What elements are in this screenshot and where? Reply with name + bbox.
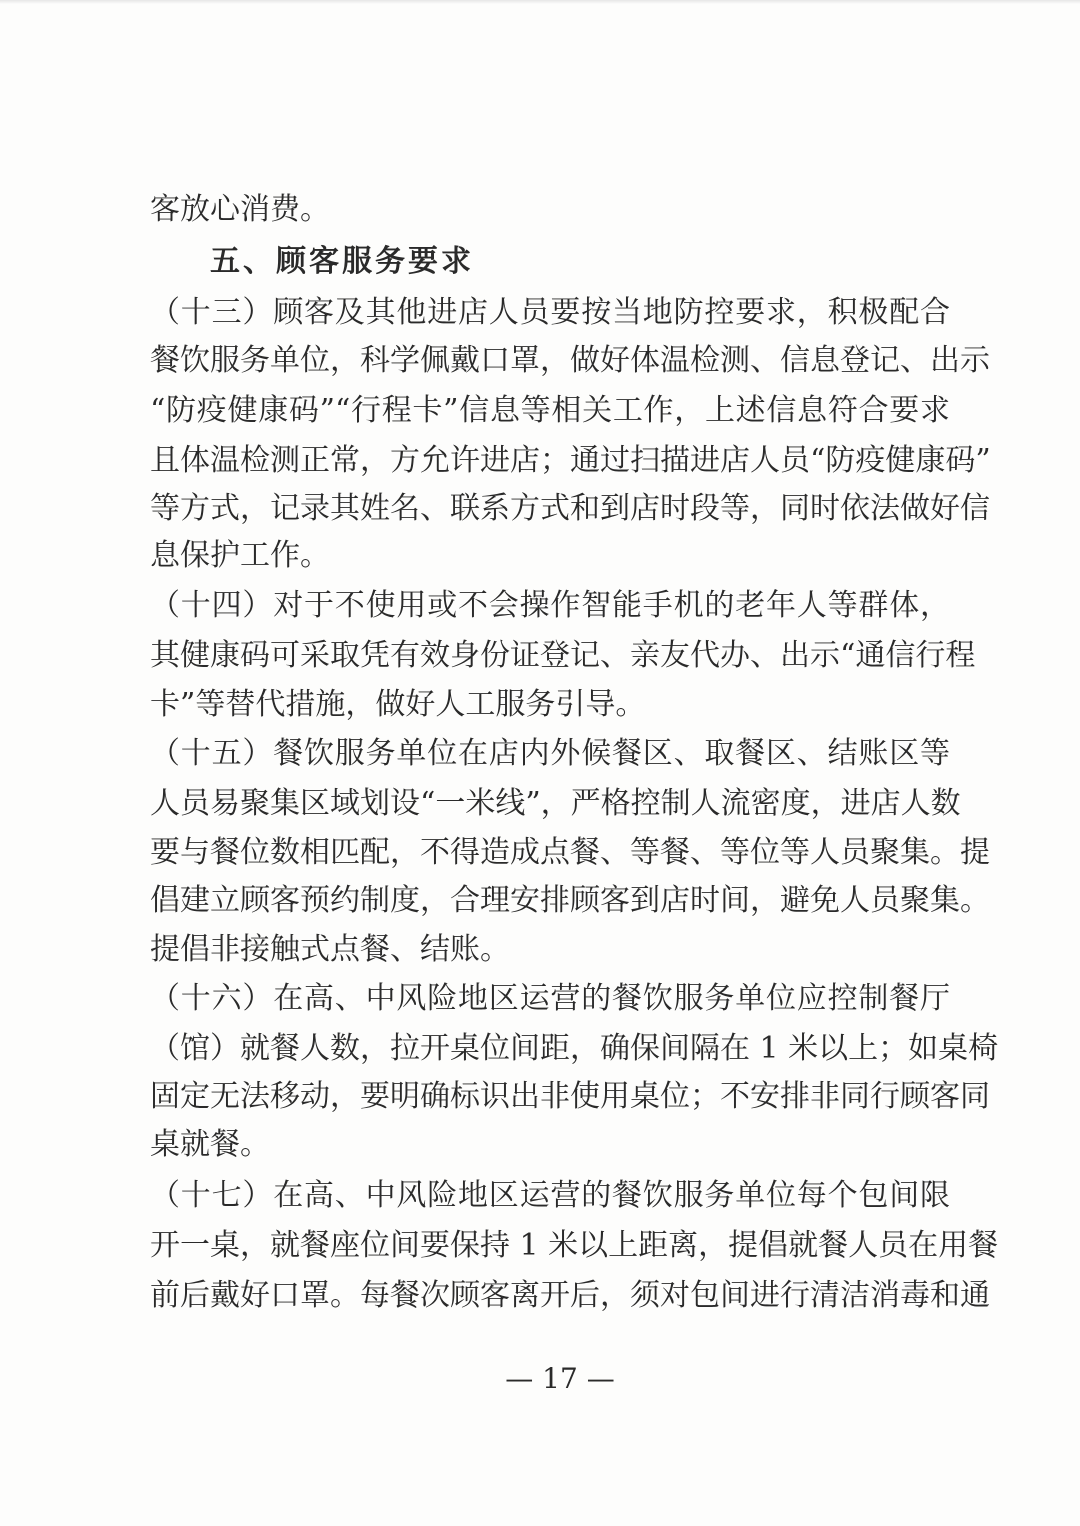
text-line: （馆）就餐人数，拉开桌位间距，确保间隔在 1 米以上；如桌椅 bbox=[150, 1031, 999, 1066]
text-line: 其健康码可采取凭有效身份证登记、亲友代办、出示“通信行程 bbox=[150, 638, 976, 673]
text-line: （十六）在高、中风险地区运营的餐饮服务单位应控制餐厅 bbox=[150, 981, 950, 1016]
text-line: 前后戴好口罩。每餐次顾客离开后，须对包间进行清洁消毒和通 bbox=[150, 1278, 990, 1313]
text-line: 人员易聚集区域划设“一米线”，严格控制人流密度，进店人数 bbox=[150, 786, 961, 821]
text-line: 倡建立顾客预约制度，合理安排顾客到店时间，避免人员聚集。 bbox=[150, 883, 990, 918]
text-line: （十五）餐饮服务单位在店内外候餐区、取餐区、结账区等 bbox=[150, 736, 950, 771]
text-line: 要与餐位数相匹配，不得造成点餐、等餐、等位等人员聚集。提 bbox=[150, 835, 990, 870]
text-line: 客放心消费。 bbox=[150, 192, 330, 227]
text-line: 卡”等替代措施，做好人工服务引导。 bbox=[150, 687, 646, 722]
text-line: “防疫健康码”“行程卡”信息等相关工作，上述信息符合要求 bbox=[150, 393, 950, 428]
text-line: （十七）在高、中风险地区运营的餐饮服务单位每个包间限 bbox=[150, 1178, 950, 1213]
text-line: 桌就餐。 bbox=[150, 1127, 270, 1162]
text-line: （十三）顾客及其他进店人员要按当地防控要求，积极配合 bbox=[150, 295, 950, 330]
text-line: 开一桌，就餐座位间要保持 1 米以上距离，提倡就餐人员在用餐 bbox=[150, 1228, 999, 1263]
section-heading: 五、顾客服务要求 bbox=[210, 244, 474, 279]
text-line: 等方式，记录其姓名、联系方式和到店时段等，同时依法做好信 bbox=[150, 491, 990, 526]
text-line: 固定无法移动，要明确标识出非使用桌位；不安排非同行顾客同 bbox=[150, 1079, 990, 1114]
text-line: 餐饮服务单位，科学佩戴口罩，做好体温检测、信息登记、出示 bbox=[150, 343, 990, 378]
text-line: 息保护工作。 bbox=[150, 538, 330, 573]
text-line: 提倡非接触式点餐、结账。 bbox=[150, 932, 510, 967]
text-line: 且体温检测正常，方允许进店；通过扫描进店人员“防疫健康码” bbox=[150, 443, 991, 478]
page-number: — 17 — bbox=[505, 1362, 615, 1395]
page-top-edge bbox=[0, 0, 1080, 4]
text-line: （十四）对于不使用或不会操作智能手机的老年人等群体， bbox=[150, 588, 950, 623]
